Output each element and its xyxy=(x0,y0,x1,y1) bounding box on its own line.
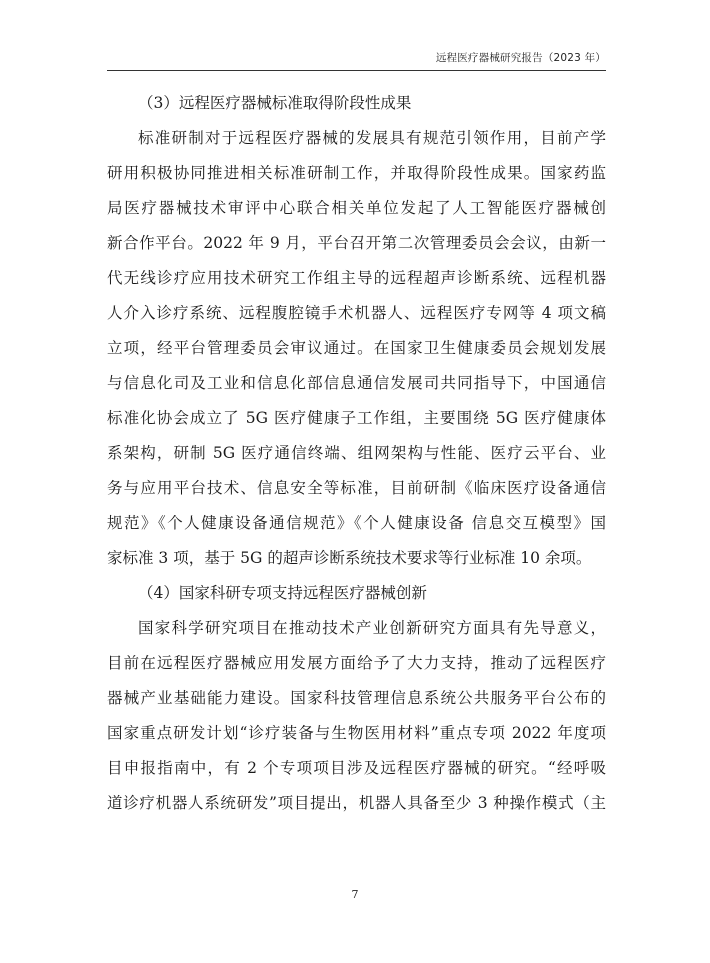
paragraph-line: 研用积极协同推进相关标准研制工作，并取得阶段性成果。国家药监 xyxy=(107,164,606,182)
paragraph-line: 与信息化司及工业和信息化部信息通信发展司共同指导下，中国通信 xyxy=(107,374,606,392)
page-number: 7 xyxy=(351,888,359,901)
header-rule xyxy=(107,70,606,71)
paragraph-line: 目申报指南中，有 2 个专项项目涉及远程医疗器械的研究。“经呼吸 xyxy=(107,759,606,777)
paragraph-line: 目前在远程医疗器械应用发展方面给予了大力支持，推动了远程医疗 xyxy=(107,654,606,672)
paragraph-line: 人介入诊疗系统、远程腹腔镜手术机器人、远程医疗专网等 4 项文稿 xyxy=(107,304,606,322)
paragraph-line: 标准化协会成立了 5G 医疗健康子工作组，主要围绕 5G 医疗健康体 xyxy=(107,409,606,427)
paragraph-line: 家标准 3 项，基于 5G 的超声诊断系统技术要求等行业标准 10 余项。 xyxy=(107,549,592,567)
running-header: 远程医疗器械研究报告（2023 年） xyxy=(435,52,606,64)
paragraph-line: 道诊疗机器人系统研发”项目提出，机器人具备至少 3 种操作模式（主 xyxy=(107,794,606,812)
paragraph-line: 国家科学研究项目在推动技术产业创新研究方面具有先导意义， xyxy=(138,619,606,637)
paragraph-line: 规范》《个人健康设备通信规范》《个人健康设备 信息交互模型》国 xyxy=(107,514,606,532)
body-text xyxy=(107,86,606,821)
paragraph-line: 标准研制对于远程医疗器械的发展具有规范引领作用，目前产学 xyxy=(138,129,606,147)
paragraph-line: 系架构，研制 5G 医疗通信终端、组网架构与性能、医疗云平台、业 xyxy=(107,444,606,462)
paragraph-line: 国家重点研发计划“诊疗装备与生物医用材料”重点专项 2022 年度项 xyxy=(107,724,606,742)
paragraph-line: 器械产业基础能力建设。国家科技管理信息系统公共服务平台公布的 xyxy=(107,689,606,707)
paragraph-line: 立项，经平台管理委员会审议通过。在国家卫生健康委员会规划发展 xyxy=(107,339,606,357)
section-heading-4: （4）国家科研专项支持远程医疗器械创新 xyxy=(138,584,427,602)
section-heading-3: （3）远程医疗器械标准取得阶段性成果 xyxy=(138,94,412,112)
paragraph-line: 局医疗器械技术审评中心联合相关单位发起了人工智能医疗器械创 xyxy=(107,199,606,217)
paragraph-line: 代无线诊疗应用技术研究工作组主导的远程超声诊断系统、远程机器 xyxy=(107,269,606,287)
paragraph-line: 务与应用平台技术、信息安全等标准，目前研制《临床医疗设备通信 xyxy=(107,479,606,497)
paragraph-line: 新合作平台。2022 年 9 月，平台召开第二次管理委员会会议，由新一 xyxy=(107,234,606,252)
